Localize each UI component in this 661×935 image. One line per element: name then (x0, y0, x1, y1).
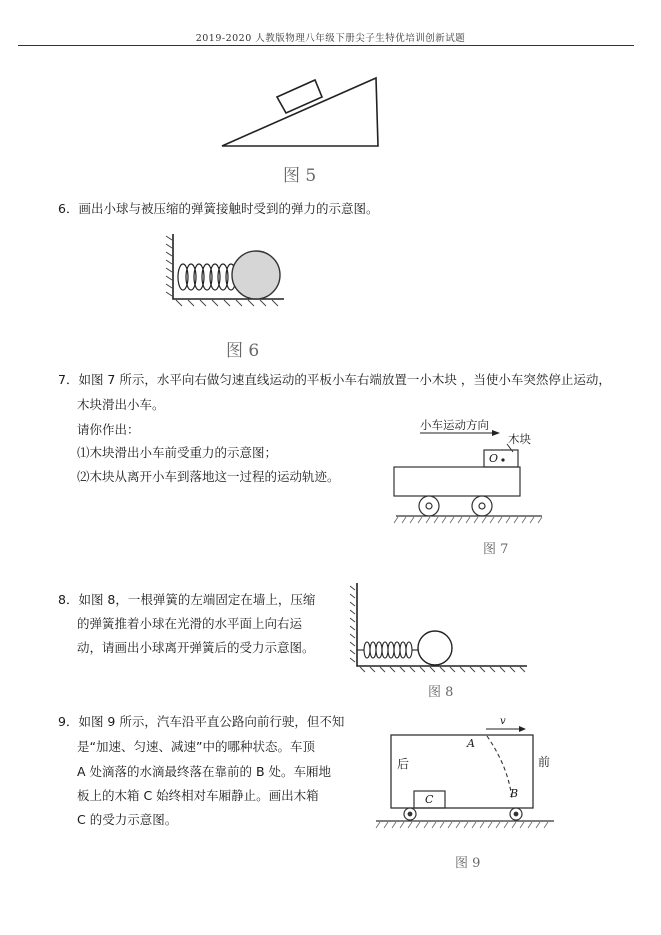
question-9-line-2: 是“加速、匀速、减速”中的哪种状态。车顶 (77, 739, 315, 754)
fig9-velocity-label: v (500, 716, 506, 727)
velocity-arrow-head-9 (519, 726, 526, 732)
question-9-line-1: 9．如图 9 所示，汽车沿平直公路向前行驶，但不知 (58, 714, 345, 729)
question-8-line-1: 8．如图 8，一根弹簧的左端固定在墙上，压缩 (58, 592, 316, 607)
question-9-line-5: C 的受力示意图。 (77, 812, 178, 827)
figure-6-caption: 图 6 (226, 341, 260, 361)
water-drop-path-9 (487, 736, 512, 800)
question-8-line-3: 动，请画出小球离开弹簧后的受力示意图。 (77, 640, 315, 655)
fig7-arrow-label: 小车运动方向 (420, 418, 489, 432)
question-7-line-2: 木块滑出小车。 (77, 397, 165, 412)
fig9-point-a-label: A (467, 737, 475, 750)
fig9-crate-c-label: C (425, 793, 434, 806)
fig9-rear-label: 后 (397, 757, 410, 771)
question-9-line-4: 板上的木箱 C 始终相对车厢静止。画出木箱 (77, 788, 319, 803)
question-8-line-2: 的弹簧推着小球在光滑的水平面上向右运 (77, 616, 303, 631)
question-7-line-5: ⑵木块从离开小车到落地这一过程的运动轨迹。 (77, 469, 340, 484)
question-6-text: 6．画出小球与被压缩的弹簧接触时受到的弹力的示意图。 (58, 201, 379, 216)
fig7-block-label: 木块 (508, 432, 531, 446)
question-7-line-1: 7．如图 7 所示，水平向右做匀速直线运动的平板小车右端放置一小木块 ，当使小车突然停止运动， (58, 372, 611, 387)
fig9-point-b-label: B (510, 787, 519, 800)
question-7-line-4: ⑴木块滑出小车前受重力的示意图； (77, 445, 278, 460)
question-7-line-3: 请你作出： (77, 422, 140, 437)
fig7-point-label: O (489, 452, 499, 465)
figure-8-caption: 图 8 (428, 685, 454, 700)
figure-5-caption: 图 5 (283, 166, 317, 186)
figure-9-caption: 图 9 (455, 856, 481, 871)
figure-7-caption: 图 7 (483, 542, 509, 557)
car-wheels-9 (404, 808, 522, 820)
question-9-line-3: A 处滴落的水滴最终落在靠前的 B 处。车厢地 (77, 764, 332, 779)
fig9-front-label: 前 (538, 755, 551, 769)
page-header: 2019-2020 人教版物理八年级下册尖子生特优培训创新试题 (195, 33, 466, 44)
